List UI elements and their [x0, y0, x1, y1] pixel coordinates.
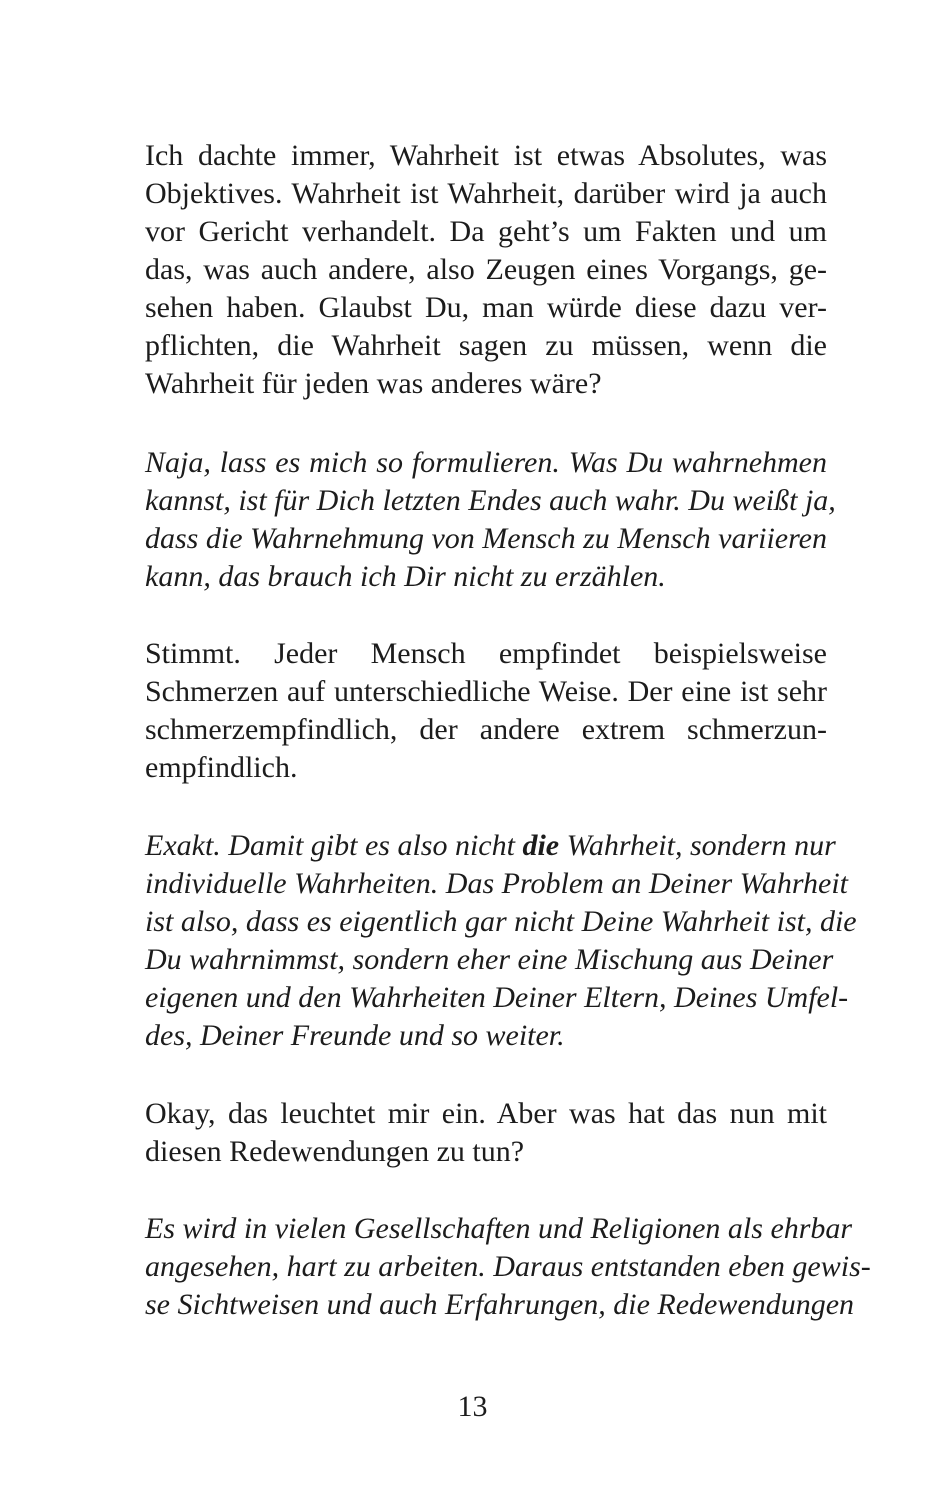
text-line: vor Gericht verhandelt. Da geht’s um Fakten und um [145, 215, 827, 248]
paragraph-4 [145, 827, 857, 1055]
text-line: kann, das brauch ich Dir nicht zu erzählen. [145, 560, 666, 593]
paragraph-3 [145, 635, 827, 787]
text-line: eigenen und den Wahrheiten Deiner Eltern, Deines Umfel- [145, 981, 849, 1014]
text-line: Ich dachte immer, Wahrheit ist etwas Absolutes, was [145, 139, 827, 172]
paragraph-6 [145, 1210, 871, 1324]
text-line: Es wird in vielen Gesellschaften und Religionen als ehrbar [145, 1212, 853, 1245]
text-line: Objektives. Wahrheit ist Wahrheit, darüber wird ja auch [145, 177, 827, 210]
emphasis-text: die [522, 829, 560, 862]
text-line: Wahrheit für jeden was anderes wäre? [145, 367, 602, 400]
text-line: Naja, lass es mich so formulieren. Was Du wahrnehmen [145, 446, 827, 479]
text-line: des, Deiner Freunde und so weiter. [145, 1019, 565, 1052]
text-fragment: Exakt. Damit gibt es also nicht [145, 829, 523, 862]
text-line: angesehen, hart zu arbeiten. Daraus entstanden eben gewis- [145, 1250, 871, 1283]
text-line: diesen Redewendungen zu tun? [145, 1135, 525, 1168]
text-line [145, 827, 836, 865]
text-line: Stimmt. Jeder Mensch empfindet beispielsweise [145, 637, 827, 670]
text-line: Du wahrnimmst, sondern eher eine Mischung aus Deiner [145, 943, 834, 976]
text-line: ist also, dass es eigentlich gar nicht Deine Wahrheit ist, die [145, 905, 857, 938]
text-line: dass die Wahrnehmung von Mensch zu Mensch variieren [145, 522, 827, 555]
text-line: kannst, ist für Dich letzten Endes auch wahr. Du weißt ja, [145, 484, 836, 517]
text-line: individuelle Wahrheiten. Das Problem an Deiner Wahrheit [145, 867, 848, 900]
text-line: pflichten, die Wahrheit sagen zu müssen, wenn die [145, 329, 827, 362]
text-line: empfindlich. [145, 751, 298, 784]
text-line: se Sichtweisen und auch Erfahrungen, die Redewendungen [145, 1288, 855, 1321]
text-line: schmerzempfindlich, der andere extrem schmerzun- [145, 713, 827, 746]
text-line: Okay, das leuchtet mir ein. Aber was hat das nun mit [145, 1097, 827, 1130]
paragraph-5 [145, 1095, 827, 1171]
text-fragment: Wahrheit, sondern nur [559, 829, 836, 862]
page-number: 13 [457, 1390, 488, 1423]
text-line: Schmerzen auf unterschiedliche Weise. Der eine ist sehr [145, 675, 827, 708]
paragraph-1 [145, 137, 827, 403]
text-line: das, was auch andere, also Zeugen eines Vorgangs, ge- [145, 253, 827, 286]
text-line: sehen haben. Glaubst Du, man würde diese dazu ver- [145, 291, 827, 324]
paragraph-2 [145, 444, 836, 596]
